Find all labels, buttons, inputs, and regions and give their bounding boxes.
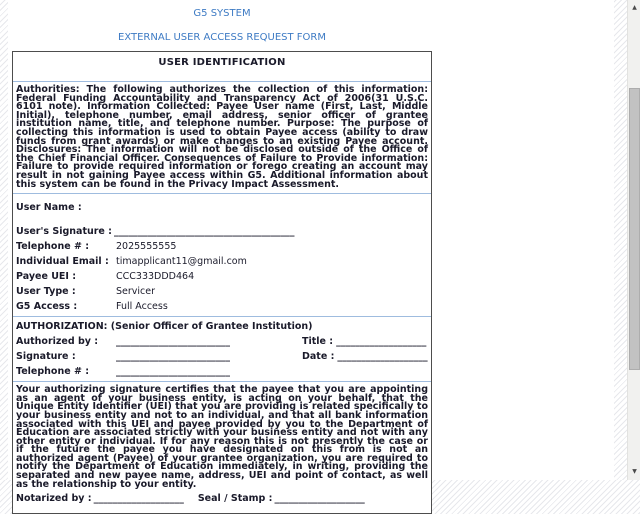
g5-access-value: Full Access [116, 301, 168, 313]
vertical-scrollbar[interactable] [627, 0, 640, 480]
auth-row-signature [16, 351, 428, 362]
authorities-paragraph: Authorities: The following authorizes the collection of this information: Federal Funding Accountability and Transparency Act of 2006(31 U.S.C. 6101 note). Information Collected: Payee User name (First, Last, Middle Initial), telephone number, email address, senior officer of grantee institution name, title, and telephone number. Purpose: The purpose of collecting this information is used to obtain Payee access (ability to draw funds from grant awards) or make changes to an existing Payee account. Disclosures: The information will not be disclosed outside of the Office of the Chief Financial Officer. Consequences of Failure to Provide information: Failure to provide required information or forego creating an account may result in not gaining Payee access within G5. Additional information about this system can be found in the Privacy Impact Assessment. [16, 84, 428, 190]
field-row-g5-access [16, 301, 428, 312]
divider [13, 81, 431, 82]
authorization-section [13, 317, 431, 377]
scroll-down-button[interactable] [628, 464, 640, 480]
field-row-payee-uei [16, 271, 428, 282]
auth-signature-line: ________________________ [116, 351, 230, 363]
user-signature-label: User's Signature : [16, 226, 112, 238]
auth-signature-label: Signature : [16, 351, 76, 363]
document-page [8, 0, 614, 505]
notarized-by-label: Notarized by : [16, 493, 92, 505]
divider [13, 381, 431, 382]
telephone-label: Telephone # : [16, 241, 90, 253]
authorized-by-line: ________________________ [116, 336, 230, 348]
scrollbar-thumb[interactable] [629, 88, 640, 370]
field-row-user-signature [16, 226, 428, 237]
individual-email-label: Individual Email : [16, 256, 109, 268]
notary-row [16, 493, 428, 513]
page-title: G5 SYSTEM [193, 8, 251, 19]
user-name-label: User Name : [16, 202, 82, 214]
field-row-telephone [16, 241, 428, 252]
authorized-by-label: Authorized by : [16, 336, 99, 348]
user-type-label: User Type : [16, 286, 76, 298]
auth-row-authorized-by [16, 336, 428, 347]
field-row-user-type [16, 286, 428, 297]
field-row-user-name [16, 202, 428, 213]
date-line: ___________________ [337, 351, 428, 363]
title-label: Title : [302, 336, 334, 348]
title-line: ___________________ [336, 336, 427, 348]
individual-email-value: timapplicant11@gmail.com [116, 256, 247, 268]
seal-stamp-line: ___________________ [274, 493, 365, 505]
auth-telephone-line: ________________________ [116, 366, 230, 378]
date-label: Date : [302, 351, 335, 363]
notarized-by-line: ___________________ [93, 493, 184, 505]
payee-uei-value: CCC333DDD464 [116, 271, 195, 283]
payee-uei-label: Payee UEI : [16, 271, 77, 283]
auth-row-telephone [16, 366, 428, 377]
form-column [12, 0, 432, 514]
user-signature-line: ______________________________________ [113, 226, 295, 238]
g5-access-label: G5 Access : [16, 301, 78, 313]
certification-paragraph: Your authorizing signature certifies that the payee that you are appointing as an agent of your business entity, is acting on your behalf, that the Unique Entity Identifier (UEI) that you are providing is related specifically to your business entity and not to an individual, and that all bank information associated with this UEI and payee provided by you to the Department of Education are associated strictly with your business entity and not with any other entity or individual. If for any reason this is not presently the case or if the future the payee you have designated on this from is not an authorized agent (Payee) of your grantee organization, you are required to notify the Department of Education immediately, in writing, providing the separated and new payee name, address, UEI and point of contact, as well as the relationship to your entity. [16, 384, 428, 490]
seal-stamp-label: Seal / Stamp : [197, 493, 273, 505]
user-identification-box [12, 51, 432, 514]
page-subtitle: EXTERNAL USER ACCESS REQUEST FORM [118, 32, 326, 43]
auth-telephone-label: Telephone # : [16, 366, 90, 378]
scroll-up-icon: ▲ [632, 4, 637, 11]
section-title: USER IDENTIFICATION [158, 57, 286, 68]
user-type-value: Servicer [116, 286, 156, 298]
field-row-individual-email [16, 256, 428, 267]
scroll-up-button[interactable] [628, 0, 640, 16]
telephone-value: 2025555555 [116, 241, 177, 253]
authorization-heading: AUTHORIZATION: (Senior Officer of Grantee Institution) [16, 321, 313, 333]
user-fields [13, 194, 431, 312]
scroll-down-icon: ▼ [632, 468, 637, 475]
